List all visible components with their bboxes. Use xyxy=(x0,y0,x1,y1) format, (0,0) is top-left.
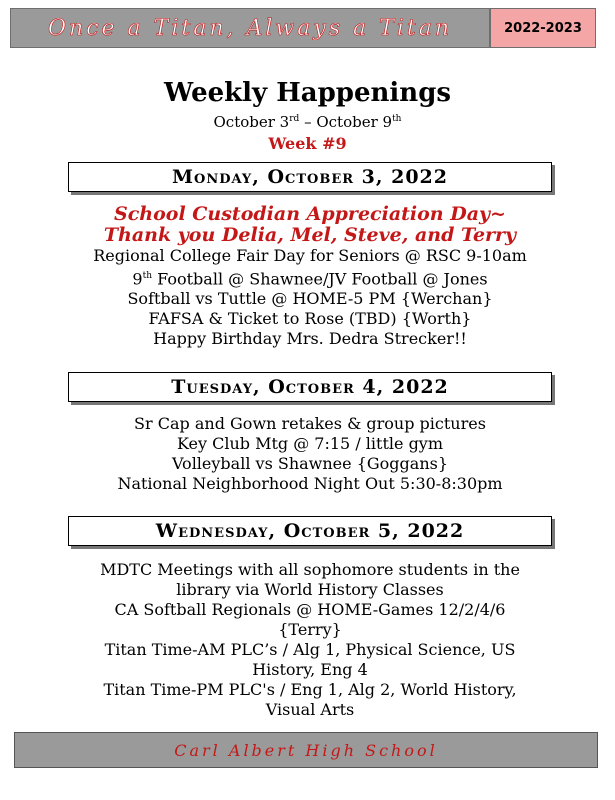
wednesday-item-4b: Visual Arts xyxy=(265,700,355,719)
wednesday-item-3b: History, Eng 4 xyxy=(252,660,368,679)
school-name: Carl Albert High School xyxy=(174,740,438,760)
monday-item-5: Happy Birthday Mrs. Dedra Strecker!! xyxy=(153,329,467,349)
tuesday-item-4: National Neighborhood Night Out 5:30-8:30pm xyxy=(117,474,503,493)
monday-highlight-2: Thank you Delia, Mel, Steve, and Terry xyxy=(103,224,517,246)
monday-item-2: 9th Football @ Shawnee/JV Football @ Jones xyxy=(132,269,488,289)
tuesday-item-3: Volleyball vs Shawnee {Goggans} xyxy=(171,454,449,473)
monday-item-1: Regional College Fair Day for Seniors @ RSC 9-10am xyxy=(93,246,527,265)
monday-events xyxy=(60,204,560,349)
monday-header: Monday, October 3, 2022 xyxy=(68,162,552,192)
tuesday-events xyxy=(60,414,560,494)
tuesday-item-2: Key Club Mtg @ 7:15 / little gym xyxy=(176,434,444,453)
footer-banner xyxy=(14,732,598,768)
wednesday-header: Wednesday, October 5, 2022 xyxy=(68,516,552,546)
wednesday-item-2b: {Terry} xyxy=(278,620,342,639)
wednesday-item-3a: Titan Time-AM PLC’s / Alg 1, Physical Science, US xyxy=(104,640,516,659)
wednesday-item-1b: library via World History Classes xyxy=(176,580,444,599)
header-banner xyxy=(10,8,490,48)
wednesday-item-2a: CA Softball Regionals @ HOME-Games 12/2/4/6 xyxy=(114,600,506,619)
wednesday-events xyxy=(60,560,560,720)
school-year: 2022-2023 xyxy=(504,20,582,36)
wednesday-item-4a: Titan Time-PM PLC's / Eng 1, Alg 2, World History, xyxy=(103,680,517,699)
monday-highlight-1: School Custodian Appreciation Day~ xyxy=(114,203,506,225)
date-range: October 3rd – October 9th xyxy=(213,113,402,131)
banner-slogan: Once a Titan, Always a Titan xyxy=(48,15,452,41)
wednesday-item-1a: MDTC Meetings with all sophomore students in the xyxy=(100,560,520,579)
tuesday-header: Tuesday, October 4, 2022 xyxy=(68,372,552,402)
monday-item-4: FAFSA & Ticket to Rose (TBD) {Worth} xyxy=(148,309,472,329)
tuesday-item-1: Sr Cap and Gown retakes & group pictures xyxy=(134,414,486,433)
week-number: Week #9 xyxy=(268,134,347,153)
page-title: Weekly Happenings xyxy=(163,78,452,108)
school-year-box xyxy=(490,8,596,48)
monday-item-3: Softball vs Tuttle @ HOME-5 PM {Werchan} xyxy=(127,289,493,309)
